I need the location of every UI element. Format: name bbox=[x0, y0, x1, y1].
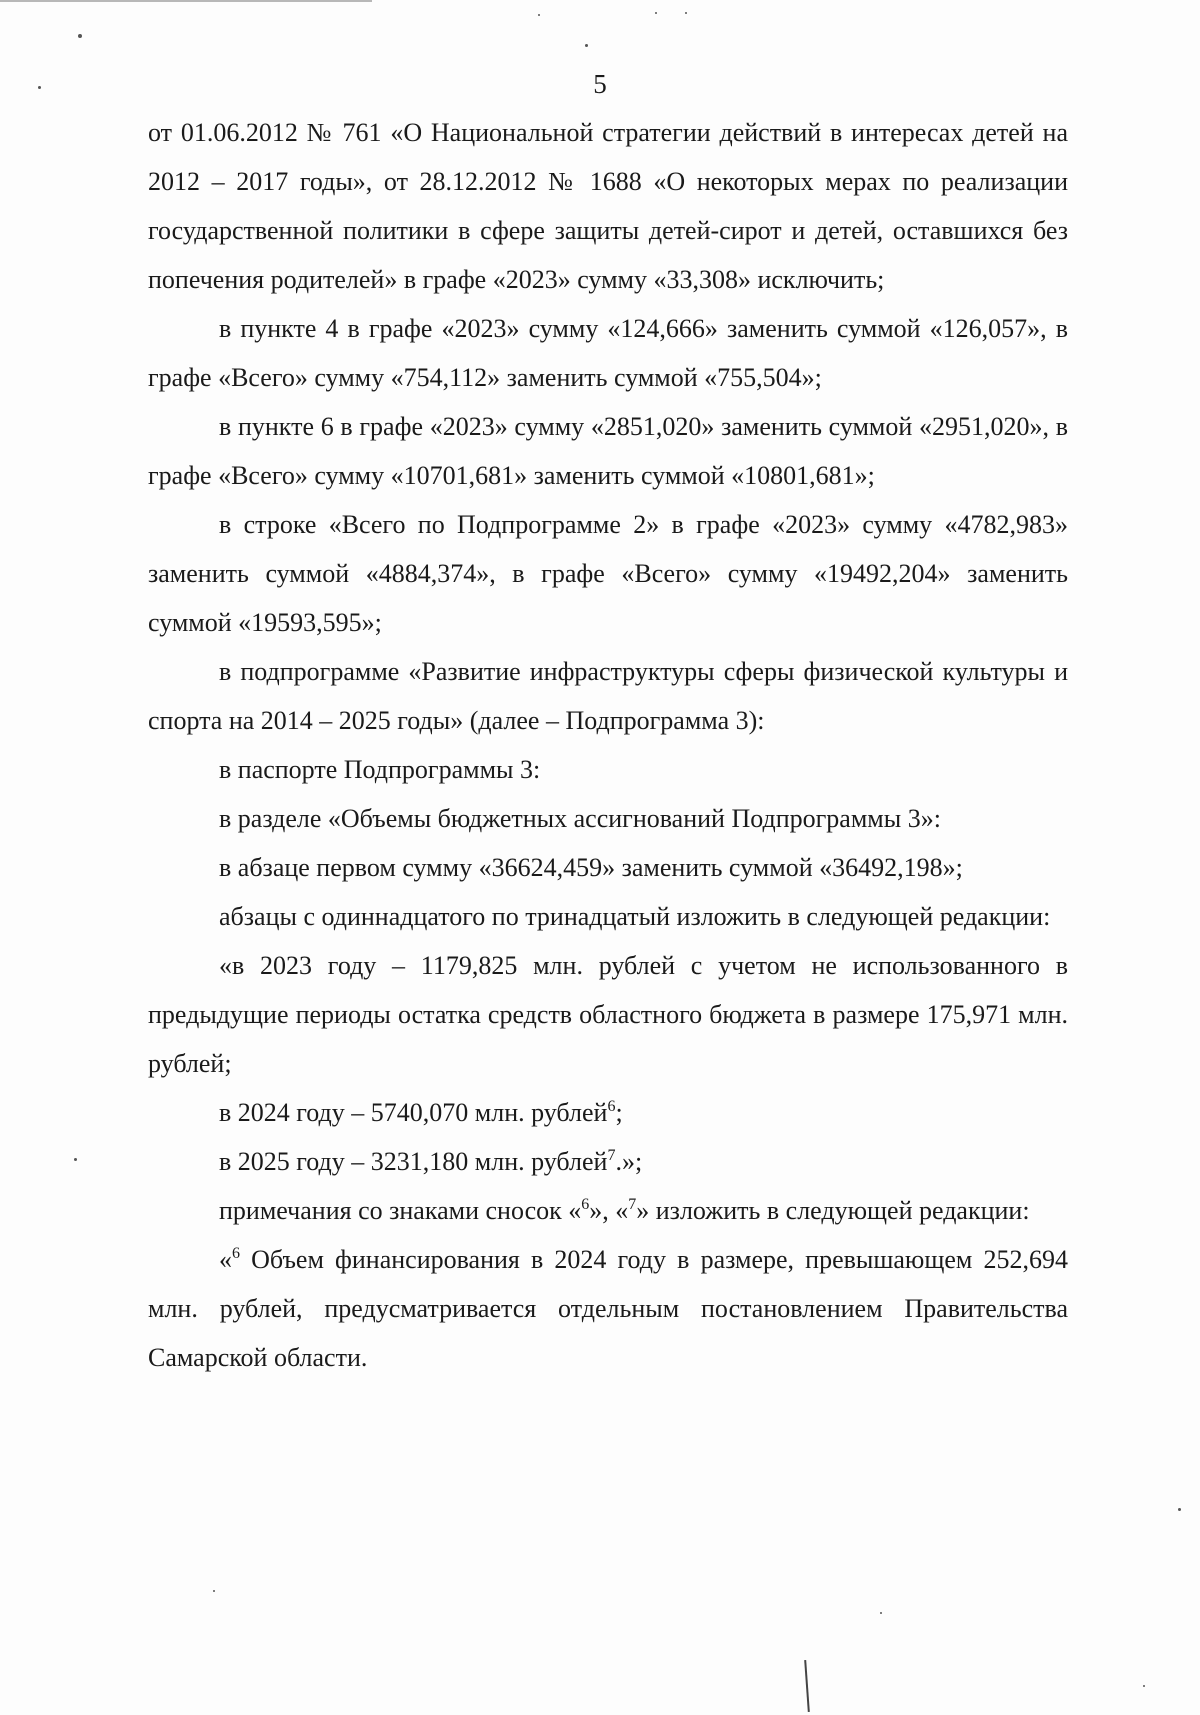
document-body bbox=[148, 108, 1068, 1382]
paragraph-9: абзацы с одиннадцатого по тринадцатый изложить в следующей редакции: bbox=[219, 902, 1051, 931]
paragraph-14-text: Объем финансирования в 2024 году в размере, превышающем 252,694 млн. рублей, предусматривается отдельным постановлением Правительства Самарской области. bbox=[148, 1245, 1068, 1372]
footnote-marker-7: 7 bbox=[607, 1147, 616, 1164]
paragraph-2: в пункте 4 в графе «2023» сумму «124,666» заменить суммой «126,057», в графе «Всего» сумму «754,112» заменить суммой «755,504»; bbox=[148, 314, 1068, 392]
paragraph-12-tail: .»; bbox=[615, 1147, 643, 1176]
paragraph-3: в пункте 6 в графе «2023» сумму «2851,020» заменить суммой «2951,020», в графе «Всего» сумму «10701,681» заменить суммой «10801,681»; bbox=[148, 412, 1068, 490]
paragraph-12-text: в 2025 году – 3231,180 млн. рублей bbox=[219, 1147, 608, 1176]
footnote-ref-6: 6 bbox=[581, 1196, 590, 1213]
footnote-6-marker: 6 bbox=[232, 1245, 240, 1262]
scan-speck bbox=[74, 1158, 77, 1161]
scan-speck bbox=[585, 44, 588, 47]
scan-speck bbox=[38, 86, 41, 89]
paragraph-8: в абзаце первом сумму «36624,459» заменить суммой «36492,198»; bbox=[219, 853, 963, 882]
scan-speck bbox=[538, 14, 540, 16]
scan-top-edge bbox=[0, 0, 372, 2]
paragraph-1: от 01.06.2012 № 761 «О Национальной стратегии действий в интересах детей на 2012 – 2017 годы», от 28.12.2012 № 1688 «О некоторых мерах по реализации государственной политики в сфере защиты детей-сирот и детей, оставшихся без попечения родителей» в графе «2023» сумму «33,308» исключить; bbox=[148, 118, 1068, 294]
paragraph-14 bbox=[148, 1235, 1068, 1382]
scan-speck bbox=[213, 1590, 215, 1592]
scan-speck bbox=[1178, 1508, 1181, 1511]
paragraph-13-tail: » изложить в следующей редакции: bbox=[636, 1196, 1030, 1225]
paragraph-12 bbox=[148, 1137, 1068, 1186]
scan-speck bbox=[78, 34, 82, 38]
scan-speck bbox=[1143, 1685, 1145, 1687]
scan-speck bbox=[655, 12, 657, 14]
footnote-marker-6: 6 bbox=[607, 1098, 616, 1115]
paragraph-11-text: в 2024 году – 5740,070 млн. рублей bbox=[219, 1098, 608, 1127]
paragraph-6: в паспорте Подпрограммы 3: bbox=[219, 755, 541, 784]
scan-speck bbox=[880, 1612, 882, 1614]
scan-speck bbox=[685, 12, 687, 14]
paragraph-13 bbox=[148, 1186, 1068, 1235]
paragraph-4: в строке «Всего по Подпрограмме 2» в графе «2023» сумму «4782,983» заменить суммой «4884,374», в графе «Всего» сумму «19492,204» заменить суммой «19593,595»; bbox=[148, 510, 1068, 637]
scan-scratch bbox=[804, 1660, 810, 1712]
paragraph-11-tail: ; bbox=[615, 1098, 623, 1127]
paragraph-11 bbox=[148, 1088, 1068, 1137]
page-number: 5 bbox=[593, 69, 607, 99]
paragraph-13-lead: примечания со знаками сносок « bbox=[219, 1196, 582, 1225]
paragraph-10: «в 2023 году – 1179,825 млн. рублей с учетом не использованного в предыдущие периоды остатка средств областного бюджета в размере 175,971 млн. рублей; bbox=[148, 951, 1068, 1078]
paragraph-14-lead: « bbox=[219, 1245, 232, 1274]
paragraph-7: в разделе «Объемы бюджетных ассигнований Подпрограммы 3»: bbox=[219, 804, 941, 833]
footnote-ref-7: 7 bbox=[628, 1196, 637, 1213]
paragraph-13-mid: », « bbox=[589, 1196, 629, 1225]
paragraph-5: в подпрограмме «Развитие инфраструктуры сферы физической культуры и спорта на 2014 – 2025 годы» (далее – Подпрограмма 3): bbox=[148, 657, 1068, 735]
